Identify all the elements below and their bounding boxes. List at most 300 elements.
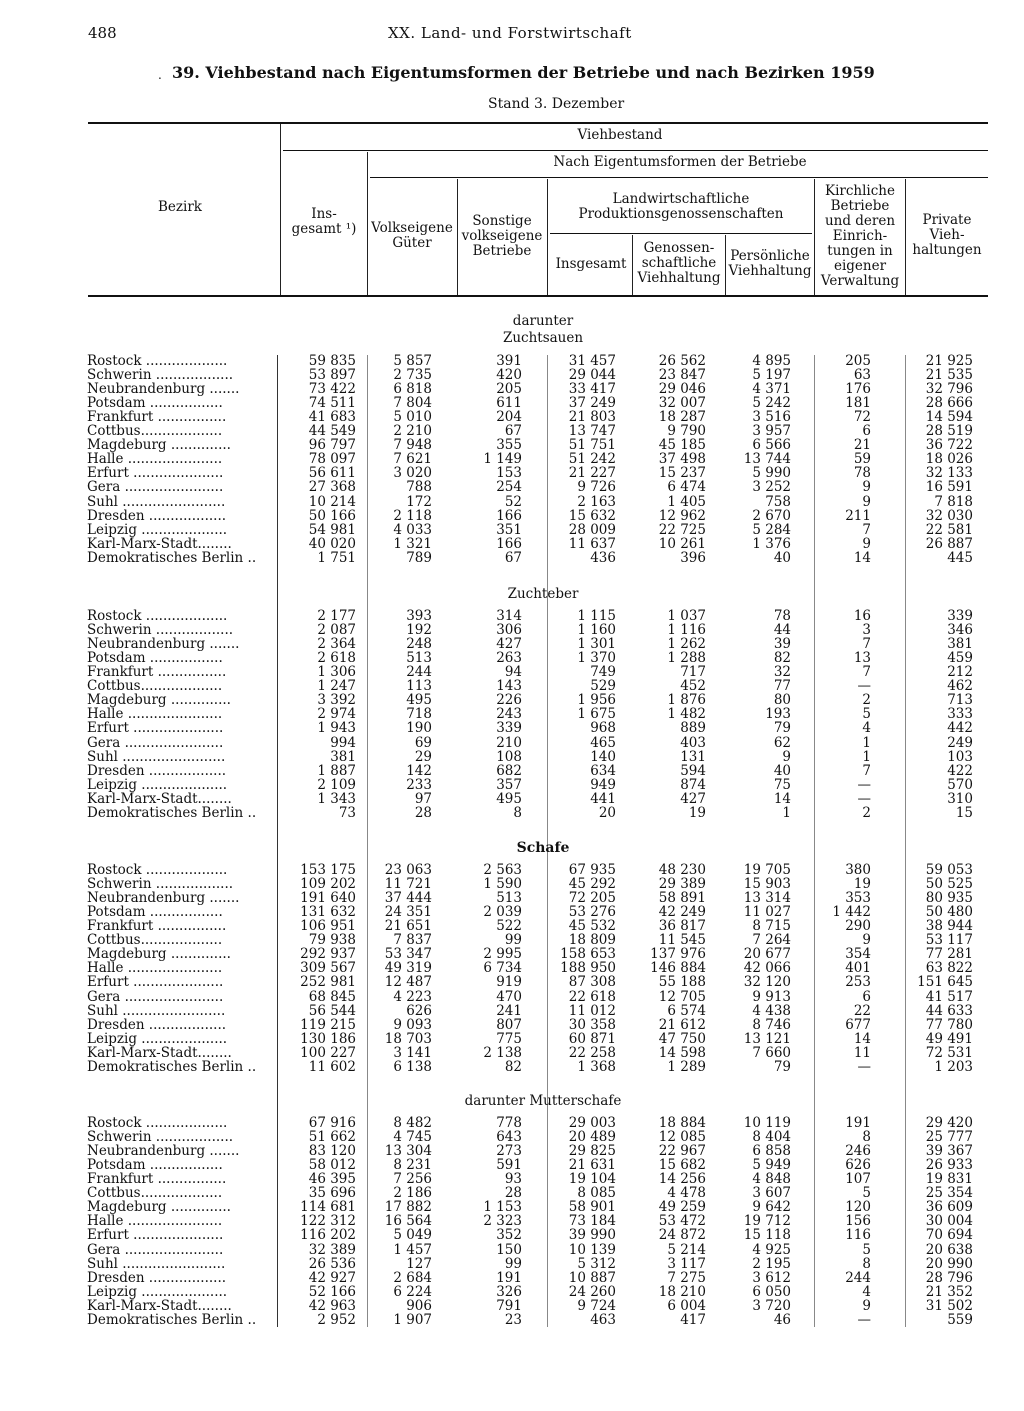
cell-volkseigene-gueter: 244 bbox=[406, 664, 432, 681]
cell-insgesamt: 56 544 bbox=[308, 1002, 356, 1019]
cell-sonstige-volkseigene: 241 bbox=[496, 1002, 522, 1019]
cell-lpg-insgesamt: 29 003 bbox=[568, 1115, 616, 1131]
cell-private: 14 594 bbox=[925, 409, 973, 426]
header-bezirk: Bezirk bbox=[158, 199, 202, 215]
cell-insgesamt: 381 bbox=[330, 748, 356, 765]
row-label-bezirk: Halle ...................... bbox=[87, 1214, 223, 1229]
header-line: Sonstige bbox=[472, 213, 532, 229]
row-label-bezirk: Schwerin .................. bbox=[87, 623, 234, 637]
cell-genossenschaftliche: 55 188 bbox=[658, 974, 706, 991]
cell-genossenschaftliche: 3 117 bbox=[667, 1255, 706, 1272]
header-sonstige-volkseigene bbox=[458, 214, 546, 259]
cell-insgesamt: 2 109 bbox=[317, 776, 356, 793]
cell-volkseigene-gueter: 11 721 bbox=[384, 876, 432, 892]
row-label-bezirk: Dresden .................. bbox=[87, 508, 227, 523]
cell-kirchliche: 626 bbox=[845, 1157, 871, 1174]
cell-lpg-insgesamt: 33 417 bbox=[568, 381, 616, 398]
cell-sonstige-volkseigene: 2 563 bbox=[483, 862, 522, 878]
cell-persoenliche: 193 bbox=[765, 706, 791, 723]
header-line: Kirchliche bbox=[825, 183, 895, 199]
cell-kirchliche: 181 bbox=[845, 395, 871, 412]
row-label-bezirk: Demokratisches Berlin .. bbox=[87, 1059, 257, 1074]
cell-volkseigene-gueter: 718 bbox=[406, 706, 432, 723]
cell-private: 44 633 bbox=[925, 1002, 973, 1019]
cell-kirchliche: 19 bbox=[853, 876, 871, 892]
section-title: darunter Mutterschafe bbox=[464, 1093, 622, 1109]
cell-volkseigene-gueter: 24 351 bbox=[384, 904, 432, 921]
cell-volkseigene-gueter: 29 bbox=[414, 748, 432, 765]
cell-genossenschaftliche: 29 046 bbox=[658, 381, 706, 398]
cell-lpg-insgesamt: 20 489 bbox=[568, 1129, 616, 1145]
cell-genossenschaftliche: 22 967 bbox=[658, 1143, 706, 1160]
cell-kirchliche: 6 bbox=[862, 988, 871, 1005]
cell-private: 21 352 bbox=[925, 1283, 973, 1300]
cell-private: 310 bbox=[947, 790, 973, 807]
header-line: Vieh- bbox=[929, 227, 965, 243]
cell-genossenschaftliche: 146 884 bbox=[650, 960, 706, 977]
row-label-bezirk: Demokratisches Berlin .. bbox=[87, 550, 257, 565]
cell-persoenliche: 4 371 bbox=[752, 381, 791, 398]
cell-sonstige-volkseigene: 522 bbox=[496, 918, 522, 935]
body-vline bbox=[367, 355, 368, 1327]
cell-sonstige-volkseigene: 427 bbox=[496, 636, 522, 653]
cell-lpg-insgesamt: 58 901 bbox=[568, 1199, 616, 1216]
cell-kirchliche: 5 bbox=[862, 706, 871, 723]
cell-insgesamt: 96 797 bbox=[308, 437, 356, 454]
cell-sonstige-volkseigene: 306 bbox=[496, 622, 522, 638]
cell-persoenliche: 40 bbox=[773, 549, 791, 566]
cell-sonstige-volkseigene: 67 bbox=[504, 423, 522, 440]
header-rule-1 bbox=[283, 150, 988, 151]
row-label-bezirk: Neubrandenburg ....... bbox=[87, 637, 240, 652]
cell-sonstige-volkseigene: 611 bbox=[496, 395, 522, 412]
cell-private: 50 480 bbox=[925, 904, 973, 921]
cell-private: 151 645 bbox=[917, 974, 973, 991]
cell-insgesamt: 2 618 bbox=[317, 650, 356, 667]
cell-sonstige-volkseigene: 243 bbox=[496, 706, 522, 723]
cell-persoenliche: 82 bbox=[773, 650, 791, 667]
cell-insgesamt: 292 937 bbox=[300, 946, 356, 963]
header-bottom-rule bbox=[88, 295, 988, 297]
cell-persoenliche: 79 bbox=[773, 1058, 791, 1075]
cell-insgesamt: 109 202 bbox=[300, 876, 356, 892]
cell-private: 41 517 bbox=[925, 988, 973, 1005]
row-label-bezirk: Erfurt ..................... bbox=[87, 975, 224, 990]
cell-persoenliche: 8 715 bbox=[752, 918, 791, 935]
cell-kirchliche: 6 bbox=[862, 423, 871, 440]
cell-lpg-insgesamt: 1 370 bbox=[577, 650, 616, 667]
cell-sonstige-volkseigene: 357 bbox=[496, 776, 522, 793]
cell-volkseigene-gueter: 626 bbox=[406, 1002, 432, 1019]
cell-kirchliche: 3 bbox=[862, 622, 871, 638]
cell-insgesamt: 1 943 bbox=[317, 720, 356, 737]
cell-volkseigene-gueter: 16 564 bbox=[384, 1213, 432, 1230]
cell-lpg-insgesamt: 30 358 bbox=[568, 1016, 616, 1033]
cell-private: 26 933 bbox=[925, 1157, 973, 1174]
cell-private: 333 bbox=[947, 706, 973, 723]
cell-sonstige-volkseigene: 52 bbox=[504, 493, 522, 510]
cell-genossenschaftliche: 22 725 bbox=[658, 521, 706, 538]
cell-sonstige-volkseigene: 2 323 bbox=[483, 1213, 522, 1230]
cell-private: 18 026 bbox=[925, 451, 973, 468]
cell-persoenliche: 3 957 bbox=[752, 423, 791, 440]
row-label-bezirk: Cottbus................... bbox=[87, 933, 223, 948]
cell-genossenschaftliche: 1 288 bbox=[667, 650, 706, 667]
cell-lpg-insgesamt: 45 292 bbox=[568, 876, 616, 892]
cell-lpg-insgesamt: 87 308 bbox=[568, 974, 616, 991]
cell-kirchliche: 211 bbox=[845, 507, 871, 524]
cell-insgesamt: 1 887 bbox=[317, 762, 356, 779]
cell-private: 30 004 bbox=[925, 1213, 973, 1230]
cell-genossenschaftliche: 29 389 bbox=[658, 876, 706, 892]
header-genossenschaftliche bbox=[633, 241, 725, 286]
cell-volkseigene-gueter: 172 bbox=[406, 493, 432, 510]
cell-kirchliche: 7 bbox=[862, 664, 871, 681]
section-title: darunter bbox=[512, 313, 574, 329]
cell-insgesamt: 191 640 bbox=[300, 890, 356, 907]
cell-kirchliche: 7 bbox=[862, 521, 871, 538]
cell-kirchliche: 116 bbox=[845, 1227, 871, 1244]
cell-genossenschaftliche: 12 085 bbox=[658, 1129, 706, 1145]
header-nach-eigentumsformen: Nach Eigentumsformen der Betriebe bbox=[553, 154, 807, 170]
cell-persoenliche: 10 119 bbox=[743, 1115, 791, 1131]
cell-sonstige-volkseigene: 153 bbox=[496, 465, 522, 482]
cell-volkseigene-gueter: 5 857 bbox=[393, 353, 432, 369]
cell-volkseigene-gueter: 17 882 bbox=[384, 1199, 432, 1216]
table-title: 39. Viehbestand nach Eigentumsformen der Betriebe und nach Bezirken 1959 bbox=[172, 63, 875, 82]
cell-volkseigene-gueter: 23 063 bbox=[384, 862, 432, 878]
header-lpg bbox=[550, 192, 812, 222]
cell-insgesamt: 53 897 bbox=[308, 367, 356, 384]
cell-insgesamt: 106 951 bbox=[300, 918, 356, 935]
cell-persoenliche: 4 895 bbox=[752, 353, 791, 369]
cell-persoenliche: 4 438 bbox=[752, 1002, 791, 1019]
cell-private: 459 bbox=[947, 650, 973, 667]
cell-persoenliche: 2 195 bbox=[752, 1255, 791, 1272]
cell-insgesamt: 32 389 bbox=[308, 1241, 356, 1258]
cell-lpg-insgesamt: 968 bbox=[590, 720, 616, 737]
cell-private: 21 535 bbox=[925, 367, 973, 384]
header-line: schaftliche bbox=[641, 255, 717, 271]
cell-insgesamt: 3 392 bbox=[317, 692, 356, 709]
header-kirchliche bbox=[815, 184, 905, 289]
cell-sonstige-volkseigene: 2 995 bbox=[483, 946, 522, 963]
cell-insgesamt: 10 214 bbox=[308, 493, 356, 510]
cell-persoenliche: 40 bbox=[773, 762, 791, 779]
cell-persoenliche: 13 744 bbox=[743, 451, 791, 468]
cell-sonstige-volkseigene: 513 bbox=[496, 890, 522, 907]
row-label-bezirk: Cottbus................... bbox=[87, 1186, 223, 1201]
cell-persoenliche: 78 bbox=[773, 608, 791, 624]
cell-insgesamt: 1 306 bbox=[317, 664, 356, 681]
cell-genossenschaftliche: 1 116 bbox=[667, 622, 706, 638]
row-label-bezirk: Gera ....................... bbox=[87, 989, 224, 1004]
cell-sonstige-volkseigene: 355 bbox=[496, 437, 522, 454]
header-line: gesamt ¹) bbox=[291, 221, 357, 237]
header-line: eigener bbox=[833, 258, 887, 274]
cell-insgesamt: 100 227 bbox=[300, 1044, 356, 1061]
cell-genossenschaftliche: 58 891 bbox=[658, 890, 706, 907]
cell-insgesamt: 68 845 bbox=[308, 988, 356, 1005]
cell-persoenliche: 4 848 bbox=[752, 1171, 791, 1188]
cell-sonstige-volkseigene: 263 bbox=[496, 650, 522, 667]
cell-genossenschaftliche: 7 275 bbox=[667, 1269, 706, 1286]
cell-persoenliche: 32 bbox=[773, 664, 791, 681]
cell-insgesamt: 153 175 bbox=[300, 862, 356, 878]
cell-persoenliche: 79 bbox=[773, 720, 791, 737]
cell-lpg-insgesamt: 18 809 bbox=[568, 932, 616, 949]
cell-persoenliche: 6 858 bbox=[752, 1143, 791, 1160]
cell-lpg-insgesamt: 188 950 bbox=[560, 960, 616, 977]
cell-lpg-insgesamt: 60 871 bbox=[568, 1030, 616, 1047]
row-label-bezirk: Halle ...................... bbox=[87, 961, 223, 976]
cell-volkseigene-gueter: 28 bbox=[414, 804, 432, 821]
cell-persoenliche: 3 607 bbox=[752, 1185, 791, 1202]
cell-kirchliche: 107 bbox=[845, 1171, 871, 1188]
cell-persoenliche: 3 252 bbox=[752, 479, 791, 496]
cell-kirchliche: 244 bbox=[845, 1269, 871, 1286]
row-label-bezirk: Erfurt ..................... bbox=[87, 466, 224, 481]
cell-kirchliche: 1 442 bbox=[832, 904, 871, 921]
cell-insgesamt: 309 567 bbox=[300, 960, 356, 977]
cell-insgesamt: 35 696 bbox=[308, 1185, 356, 1202]
header-line: Volkseigene bbox=[371, 220, 453, 236]
row-label-bezirk: Schwerin .................. bbox=[87, 368, 234, 383]
cell-sonstige-volkseigene: 919 bbox=[496, 974, 522, 991]
cell-genossenschaftliche: 594 bbox=[680, 762, 706, 779]
header-line: Landwirtschaftliche bbox=[612, 191, 750, 207]
row-label-bezirk: Halle ...................... bbox=[87, 707, 223, 722]
cell-private: 422 bbox=[947, 762, 973, 779]
cell-insgesamt: 44 549 bbox=[308, 423, 356, 440]
cell-kirchliche: 401 bbox=[845, 960, 871, 977]
cell-lpg-insgesamt: 51 242 bbox=[568, 451, 616, 468]
cell-lpg-insgesamt: 22 618 bbox=[568, 988, 616, 1005]
row-label-bezirk: Karl-Marx-Stadt........ bbox=[87, 536, 232, 551]
cell-kirchliche: 14 bbox=[853, 549, 871, 566]
row-label-bezirk: Frankfurt ................ bbox=[87, 1172, 227, 1187]
cell-genossenschaftliche: 5 214 bbox=[667, 1241, 706, 1258]
cell-lpg-insgesamt: 73 184 bbox=[568, 1213, 616, 1230]
cell-kirchliche: 63 bbox=[853, 367, 871, 384]
section-title: Zuchteber bbox=[507, 586, 579, 602]
cell-private: 49 491 bbox=[925, 1030, 973, 1047]
cell-sonstige-volkseigene: 94 bbox=[504, 664, 522, 681]
cell-volkseigene-gueter: 7 837 bbox=[393, 932, 432, 949]
cell-persoenliche: 32 120 bbox=[743, 974, 791, 991]
cell-genossenschaftliche: 12 962 bbox=[658, 507, 706, 524]
cell-genossenschaftliche: 14 598 bbox=[658, 1044, 706, 1061]
cell-volkseigene-gueter: 49 319 bbox=[384, 960, 432, 977]
cell-kirchliche: — bbox=[857, 1058, 871, 1075]
cell-kirchliche: 9 bbox=[862, 493, 871, 510]
cell-sonstige-volkseigene: 99 bbox=[504, 932, 522, 949]
row-label-bezirk: Gera ....................... bbox=[87, 1242, 224, 1257]
cell-kirchliche: 176 bbox=[845, 381, 871, 398]
cell-sonstige-volkseigene: 166 bbox=[496, 507, 522, 524]
header-line: Betriebe bbox=[830, 198, 890, 214]
cell-insgesamt: 2 364 bbox=[317, 636, 356, 653]
cell-insgesamt: 41 683 bbox=[308, 409, 356, 426]
cell-persoenliche: 7 660 bbox=[752, 1044, 791, 1061]
cell-sonstige-volkseigene: 108 bbox=[496, 748, 522, 765]
cell-insgesamt: 1 343 bbox=[317, 790, 356, 807]
cell-lpg-insgesamt: 634 bbox=[590, 762, 616, 779]
cell-kirchliche: 13 bbox=[853, 650, 871, 667]
cell-private: 70 694 bbox=[925, 1227, 973, 1244]
cell-persoenliche: 19 705 bbox=[743, 862, 791, 878]
cell-persoenliche: 1 376 bbox=[752, 535, 791, 552]
cell-volkseigene-gueter: 192 bbox=[406, 622, 432, 638]
cell-genossenschaftliche: 6 574 bbox=[667, 1002, 706, 1019]
cell-kirchliche: 21 bbox=[853, 437, 871, 454]
row-label-bezirk: Potsdam ................. bbox=[87, 651, 223, 666]
cell-persoenliche: 44 bbox=[773, 622, 791, 638]
cell-volkseigene-gueter: 7 804 bbox=[393, 395, 432, 412]
cell-sonstige-volkseigene: 2 039 bbox=[483, 904, 522, 921]
cell-kirchliche: 5 bbox=[862, 1241, 871, 1258]
cell-volkseigene-gueter: 12 487 bbox=[384, 974, 432, 991]
cell-insgesamt: 73 422 bbox=[308, 381, 356, 398]
cell-volkseigene-gueter: 4 745 bbox=[393, 1129, 432, 1145]
cell-kirchliche: 353 bbox=[845, 890, 871, 907]
cell-volkseigene-gueter: 37 444 bbox=[384, 890, 432, 907]
header-rule-3 bbox=[550, 233, 812, 234]
cell-genossenschaftliche: 26 562 bbox=[658, 353, 706, 369]
cell-kirchliche: 1 bbox=[862, 734, 871, 751]
cell-genossenschaftliche: 4 478 bbox=[667, 1185, 706, 1202]
cell-sonstige-volkseigene: 643 bbox=[496, 1129, 522, 1145]
cell-lpg-insgesamt: 1 675 bbox=[577, 706, 616, 723]
row-label-bezirk: Frankfurt ................ bbox=[87, 665, 227, 680]
cell-genossenschaftliche: 18 287 bbox=[658, 409, 706, 426]
cell-sonstige-volkseigene: 778 bbox=[496, 1115, 522, 1131]
cell-private: 38 944 bbox=[925, 918, 973, 935]
cell-private: 21 925 bbox=[925, 353, 973, 369]
cell-persoenliche: 42 066 bbox=[743, 960, 791, 977]
row-label-bezirk: Dresden .................. bbox=[87, 1017, 227, 1032]
header-insgesamt bbox=[284, 207, 364, 237]
cell-sonstige-volkseigene: 166 bbox=[496, 535, 522, 552]
header-rule-2 bbox=[370, 177, 988, 178]
row-label-bezirk: Schwerin .................. bbox=[87, 877, 234, 891]
cell-lpg-insgesamt: 24 260 bbox=[568, 1283, 616, 1300]
cell-private: 50 525 bbox=[925, 876, 973, 892]
cell-volkseigene-gueter: 7 621 bbox=[393, 451, 432, 468]
cell-genossenschaftliche: 717 bbox=[680, 664, 706, 681]
cell-private: 19 831 bbox=[925, 1171, 973, 1188]
cell-private: 80 935 bbox=[925, 890, 973, 907]
body-vline bbox=[905, 355, 906, 1327]
cell-insgesamt: 27 368 bbox=[308, 479, 356, 496]
cell-volkseigene-gueter: 2 186 bbox=[393, 1185, 432, 1202]
cell-genossenschaftliche: 1 482 bbox=[667, 706, 706, 723]
section-title: Schafe bbox=[516, 840, 570, 856]
cell-private: 77 281 bbox=[925, 946, 973, 963]
cell-insgesamt: 116 202 bbox=[300, 1227, 356, 1244]
cell-private: 16 591 bbox=[925, 479, 973, 496]
cell-persoenliche: 3 720 bbox=[752, 1297, 791, 1314]
cell-genossenschaftliche: 45 185 bbox=[658, 437, 706, 454]
cell-kirchliche: 290 bbox=[845, 918, 871, 935]
cell-volkseigene-gueter: 4 223 bbox=[393, 988, 432, 1005]
cell-genossenschaftliche: 53 472 bbox=[658, 1213, 706, 1230]
row-label-bezirk: Demokratisches Berlin .. bbox=[87, 805, 257, 820]
cell-kirchliche: — bbox=[857, 678, 871, 695]
cell-private: 36 722 bbox=[925, 437, 973, 454]
cell-private: 381 bbox=[947, 636, 973, 653]
cell-kirchliche: 72 bbox=[853, 409, 871, 426]
cell-genossenschaftliche: 36 817 bbox=[658, 918, 706, 935]
cell-lpg-insgesamt: 10 887 bbox=[568, 1269, 616, 1286]
cell-kirchliche: 9 bbox=[862, 932, 871, 949]
header-line: Ins- bbox=[311, 206, 337, 222]
cell-volkseigene-gueter: 393 bbox=[406, 608, 432, 624]
cell-lpg-insgesamt: 45 532 bbox=[568, 918, 616, 935]
cell-private: 63 822 bbox=[925, 960, 973, 977]
cell-volkseigene-gueter: 4 033 bbox=[393, 521, 432, 538]
row-label-bezirk: Frankfurt ................ bbox=[87, 919, 227, 934]
cell-private: 26 887 bbox=[925, 535, 973, 552]
cell-persoenliche: 20 677 bbox=[743, 946, 791, 963]
cell-genossenschaftliche: 12 705 bbox=[658, 988, 706, 1005]
cell-sonstige-volkseigene: 28 bbox=[504, 1185, 522, 1202]
cell-genossenschaftliche: 6 474 bbox=[667, 479, 706, 496]
cell-volkseigene-gueter: 233 bbox=[406, 776, 432, 793]
cell-insgesamt: 42 963 bbox=[308, 1297, 356, 1314]
cell-kirchliche: 78 bbox=[853, 465, 871, 482]
cell-sonstige-volkseigene: 682 bbox=[496, 762, 522, 779]
cell-insgesamt: 42 927 bbox=[308, 1269, 356, 1286]
cell-genossenschaftliche: 24 872 bbox=[658, 1227, 706, 1244]
cell-lpg-insgesamt: 20 bbox=[598, 804, 616, 821]
cell-volkseigene-gueter: 9 093 bbox=[393, 1016, 432, 1033]
cell-private: 39 367 bbox=[925, 1143, 973, 1160]
cell-persoenliche: 15 903 bbox=[743, 876, 791, 892]
cell-kirchliche: 4 bbox=[862, 720, 871, 737]
section-title: Zuchtsauen bbox=[502, 330, 584, 346]
cell-insgesamt: 2 177 bbox=[317, 608, 356, 624]
row-label-bezirk: Cottbus................... bbox=[87, 424, 223, 439]
cell-sonstige-volkseigene: 775 bbox=[496, 1030, 522, 1047]
cell-genossenschaftliche: 9 790 bbox=[667, 423, 706, 440]
cell-genossenschaftliche: 6 004 bbox=[667, 1297, 706, 1314]
cell-persoenliche: 77 bbox=[773, 678, 791, 695]
cell-sonstige-volkseigene: 210 bbox=[496, 734, 522, 751]
cell-insgesamt: 59 835 bbox=[308, 353, 356, 369]
table-subtitle: Stand 3. Dezember bbox=[488, 96, 625, 112]
cell-lpg-insgesamt: 2 163 bbox=[577, 493, 616, 510]
chapter-heading: XX. Land- und Forstwirtschaft bbox=[388, 24, 632, 42]
cell-insgesamt: 130 186 bbox=[300, 1030, 356, 1047]
cell-genossenschaftliche: 14 256 bbox=[658, 1171, 706, 1188]
row-label-bezirk: Cottbus................... bbox=[87, 679, 223, 694]
cell-genossenschaftliche: 427 bbox=[680, 790, 706, 807]
cell-genossenschaftliche: 11 545 bbox=[658, 932, 706, 949]
cell-insgesamt: 1 751 bbox=[317, 549, 356, 566]
cell-volkseigene-gueter: 513 bbox=[406, 650, 432, 667]
cell-lpg-insgesamt: 749 bbox=[590, 664, 616, 681]
header-line: und deren bbox=[824, 213, 896, 229]
cell-persoenliche: 9 642 bbox=[752, 1199, 791, 1216]
cell-kirchliche: 14 bbox=[853, 1030, 871, 1047]
cell-persoenliche: 80 bbox=[773, 692, 791, 709]
cell-genossenschaftliche: 1 876 bbox=[667, 692, 706, 709]
cell-sonstige-volkseigene: 470 bbox=[496, 988, 522, 1005]
cell-kirchliche: 380 bbox=[845, 862, 871, 878]
cell-volkseigene-gueter: 18 703 bbox=[384, 1030, 432, 1047]
cell-sonstige-volkseigene: 205 bbox=[496, 381, 522, 398]
